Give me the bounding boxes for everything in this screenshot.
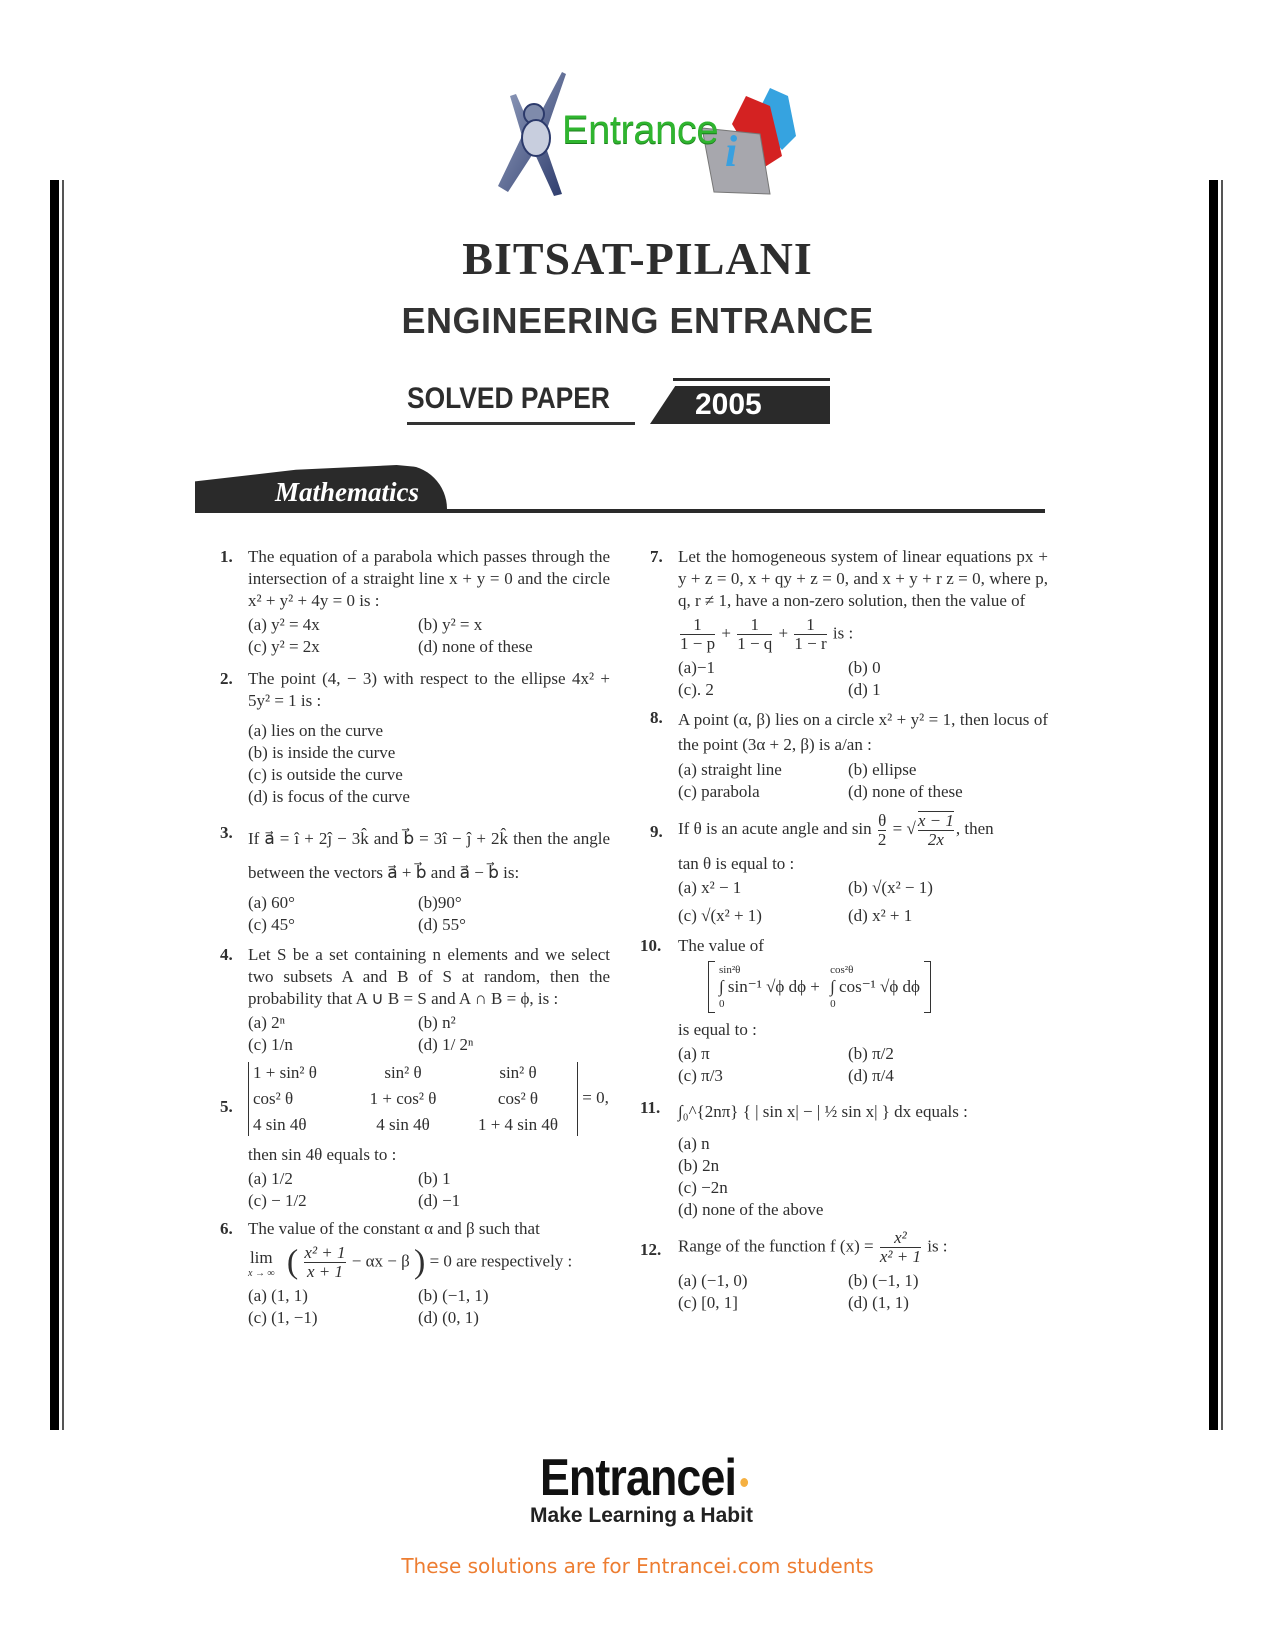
option-a: (a)−1 (678, 658, 715, 677)
question-text: Let S be a set containing n elements and we select two subsets A and B of S at random, then the probability that A ∪ B = S and A ∩ B = ϕ, is : (248, 945, 610, 1008)
question-number: 2. (220, 669, 233, 688)
option-b: (b) π/2 (848, 1044, 894, 1063)
question-number: 3. (220, 823, 233, 842)
integral-term: ∫ sin⁻¹ √ϕ dϕ + (719, 977, 820, 996)
exam-subtitle: ENGINEERING ENTRANCE (401, 300, 874, 341)
entrancei-footer-logo (0, 1448, 1275, 1528)
question-5 (220, 1062, 610, 1212)
options (678, 759, 1048, 803)
option-b: (b) y² = x (418, 615, 483, 634)
option-c: (c) −2n (678, 1178, 728, 1197)
option-c: (c) √(x² + 1) (678, 906, 762, 925)
question-number: 6. (220, 1219, 233, 1238)
question-2 (220, 668, 610, 808)
right-column (640, 546, 1048, 1320)
option-a: (a) π (678, 1044, 710, 1063)
option-a: (a) y² = 4x (248, 615, 320, 634)
question-6 (220, 1218, 610, 1329)
option-d: (d) (0, 1) (418, 1308, 479, 1327)
option-b: (b) √(x² − 1) (848, 878, 933, 897)
option-c: (c) parabola (678, 782, 760, 801)
upper-limit: sin²θ (719, 964, 741, 976)
det-cell: cos² θ (497, 1089, 539, 1108)
right-border-bar (1209, 180, 1218, 1430)
question-number: 12. (640, 1240, 662, 1259)
question-tail: is : (927, 1236, 948, 1256)
options (248, 1168, 610, 1212)
banner-underline (407, 422, 635, 425)
option-d: (d) (1, 1) (848, 1293, 909, 1312)
denominator: 2 (877, 829, 887, 849)
option-a: (a) (1, 1) (248, 1286, 308, 1305)
limit-expression: lim x → ∞ ( $\frac{\text{x² + 1}}{x + 1}$ − αx − β ) = 0 are respectively : (248, 1243, 573, 1281)
exam-title: BITSAT-PILANI (462, 233, 813, 284)
left-column (220, 546, 610, 1335)
question-7 (650, 546, 1048, 701)
question-tail: is equal to : (678, 1020, 757, 1039)
question-expression (678, 811, 1048, 849)
integral-term: ∫ cos⁻¹ √ϕ dϕ (830, 977, 921, 996)
lim-label: lim (249, 1247, 273, 1267)
question-9 (650, 811, 1048, 927)
question-11 (640, 1097, 1048, 1221)
numerator: 1 (750, 615, 759, 634)
det-rhs: = 0, (582, 1087, 609, 1107)
option-b: (b) 2n (678, 1156, 720, 1175)
question-text-after: , then (955, 818, 994, 838)
denominator: 2x (918, 830, 954, 849)
question-1 (220, 546, 610, 658)
option-a: (a) lies on the curve (248, 721, 383, 740)
section-title: Mathematics (275, 477, 420, 507)
options (678, 657, 1048, 701)
option-b: (b)90° (418, 893, 462, 912)
paper-year: 2005 (695, 388, 762, 421)
question-number: 10. (640, 936, 662, 955)
question-3 (220, 822, 610, 936)
question-8 (650, 707, 1048, 803)
equals-root: = √ (892, 818, 916, 838)
option-c: (c) y² = 2x (248, 637, 320, 656)
option-a: (a) straight line (678, 760, 782, 779)
fraction (737, 616, 772, 653)
fraction-sum: $\frac{1}{1 - p}$ + $\frac{1}{1 - q}$ + $\frac{1}{1 - r}$ is : (680, 615, 854, 653)
option-b: (b) is inside the curve (248, 743, 396, 762)
option-d: (d) is focus of the curve (248, 787, 410, 806)
option-a: (a) 1/2 (248, 1169, 293, 1188)
option-d: (d) −1 (418, 1191, 461, 1210)
options (678, 877, 1048, 927)
option-d: (d) none of these (848, 782, 963, 801)
option-d: (d) x² + 1 (848, 906, 913, 925)
det-cell: sin² θ (499, 1063, 537, 1082)
option-c: (c) 1/n (248, 1035, 293, 1054)
left-border-bar (50, 180, 59, 1430)
question-tail: is : (832, 623, 854, 643)
denominator: 1 − p (680, 634, 716, 653)
option-a: (a) x² − 1 (678, 878, 742, 897)
question-number: 1. (220, 547, 233, 566)
options (248, 892, 610, 936)
limit-fraction (304, 1244, 345, 1281)
option-d: (d) 1/ 2ⁿ (418, 1035, 474, 1054)
numerator: x² + 1 (304, 1243, 346, 1262)
det-cell: sin² θ (384, 1063, 422, 1082)
question-text: If a⃗ = î + 2ĵ − 3k̂ and b⃗ = 3î − ĵ + 2k̂ then the angle between the vectors a⃗ + b⃗ and a⃗ − b⃗ is: (248, 829, 610, 882)
numerator: θ (878, 810, 887, 830)
solved-paper-label: SOLVED PAPER (407, 382, 610, 415)
numerator: x² (894, 1228, 907, 1247)
denominator: x² + 1 (879, 1247, 921, 1266)
footer-brand (539, 1448, 735, 1508)
question-number: 8. (650, 708, 663, 727)
option-b: (b) 1 (418, 1169, 451, 1188)
question-number: 7. (650, 547, 663, 566)
question-text: The value of the constant α and β such that (248, 1219, 540, 1238)
options (248, 1285, 610, 1329)
question-text: The point (4, − 3) with respect to the ellipse 4x² + 5y² = 1 is : (248, 669, 610, 710)
lower-limit: 0 (830, 998, 836, 1010)
options (678, 1043, 1048, 1087)
option-c: (c). 2 (678, 680, 714, 699)
option-d: (d) none of the above (678, 1200, 824, 1219)
question-expression (678, 1229, 1048, 1266)
option-d: (d) 55° (418, 915, 466, 934)
numerator: 1 (693, 615, 702, 634)
limit-rest: − αx − β (351, 1251, 410, 1271)
question-text: The value of (678, 936, 764, 955)
options (248, 1012, 610, 1056)
integral-bracket (708, 961, 931, 1013)
question-text: tan θ is equal to : (678, 854, 795, 873)
section-heading-bar (195, 463, 1045, 513)
question-text: then sin 4θ equals to : (248, 1145, 397, 1164)
option-c: (c) (1, −1) (248, 1308, 318, 1327)
option-d: (d) 1 (848, 680, 881, 699)
option-b: (b) ellipse (848, 760, 917, 779)
determinant-expression (248, 1062, 610, 1136)
denominator: 1 − r (794, 634, 827, 653)
question-text: ∫₀^{2nπ} { | sin x| − | ½ sin x| } dx equals : (678, 1102, 968, 1121)
question-text-before: If θ is an acute angle and sin (678, 818, 872, 838)
option-d: (d) none of these (418, 637, 533, 656)
question-12 (640, 1228, 1048, 1314)
option-c: (c) − 1/2 (248, 1191, 307, 1210)
option-a: (a) n (678, 1134, 710, 1153)
question-text: A point (α, β) lies on a circle x² + y² = 1, then locus of the point (3α + 2, β) is a/an : (678, 710, 1048, 754)
integral-expression (678, 961, 1048, 1013)
options (248, 720, 610, 808)
numerator: 1 (806, 615, 815, 634)
denominator: 1 − q (737, 634, 773, 653)
half-angle-fraction (878, 812, 887, 849)
det-cell: 1 + cos² θ (369, 1089, 437, 1108)
det-cell: 4 sin 4θ (376, 1115, 430, 1134)
options (678, 1270, 1048, 1314)
question-number: 4. (220, 945, 233, 964)
options (678, 1133, 1048, 1221)
lower-limit: 0 (719, 998, 725, 1010)
det-cell: cos² θ (253, 1089, 294, 1108)
option-b: (b) n² (418, 1013, 456, 1032)
options (248, 614, 610, 658)
option-c: (c) is outside the curve (248, 765, 403, 784)
question-text-before: Range of the function f (x) = (678, 1236, 874, 1256)
question-10 (640, 935, 1048, 1087)
denominator: x + 1 (304, 1262, 345, 1281)
root-fraction (918, 811, 954, 849)
solved-paper-banner (405, 378, 835, 428)
logo-wordmark: Entrance (562, 108, 719, 152)
function-fraction (880, 1229, 921, 1266)
entrancei-header-logo (470, 66, 800, 201)
fraction (680, 616, 715, 653)
option-c: (c) 45° (248, 915, 295, 934)
question-number: 5. (220, 1097, 233, 1116)
banner-topline (673, 378, 830, 381)
determinant-matrix (248, 1062, 578, 1136)
det-cell: 1 + 4 sin 4θ (477, 1115, 559, 1134)
option-b: (b) (−1, 1) (848, 1271, 919, 1290)
option-c: (c) [0, 1] (678, 1293, 738, 1312)
question-text: Let the homogeneous system of linear equations px + y + z = 0, x + qy + z = 0, and x + y + r z = 0, where p, q, r ≠ 1, have a non-zero solution, then the value of (678, 547, 1048, 610)
orange-dot-icon (740, 1478, 748, 1487)
det-cell: 4 sin 4θ (253, 1115, 307, 1134)
limit-rhs: = 0 are respectively : (429, 1251, 573, 1271)
option-b: (b) (−1, 1) (418, 1286, 489, 1305)
lim-subscript: x → ∞ (248, 1267, 275, 1279)
question-4 (220, 944, 610, 1056)
option-a: (a) 2ⁿ (248, 1013, 285, 1032)
question-text: The equation of a parabola which passes through the intersection of a straight line x + y = 0 and the circle x² + y² + 4y = 0 is : (248, 547, 610, 610)
option-a: (a) (−1, 0) (678, 1271, 748, 1290)
option-a: (a) 60° (248, 893, 295, 912)
det-cell: 1 + sin² θ (253, 1063, 317, 1082)
question-number: 11. (640, 1098, 661, 1117)
upper-limit: cos²θ (830, 964, 854, 976)
option-b: (b) 0 (848, 658, 881, 677)
question-number: 9. (650, 822, 663, 841)
footer-tagline: Make Learning a Habit (530, 1504, 753, 1527)
footer-note: These solutions are for Entrancei.com students (401, 1554, 874, 1578)
footer-brand-text: Entrancei (539, 1449, 736, 1507)
numerator: x − 1 (917, 811, 954, 830)
fraction (794, 616, 826, 653)
option-d: (d) π/4 (848, 1066, 894, 1085)
option-c: (c) π/3 (678, 1066, 723, 1085)
logo-i-badge: i (725, 127, 738, 176)
